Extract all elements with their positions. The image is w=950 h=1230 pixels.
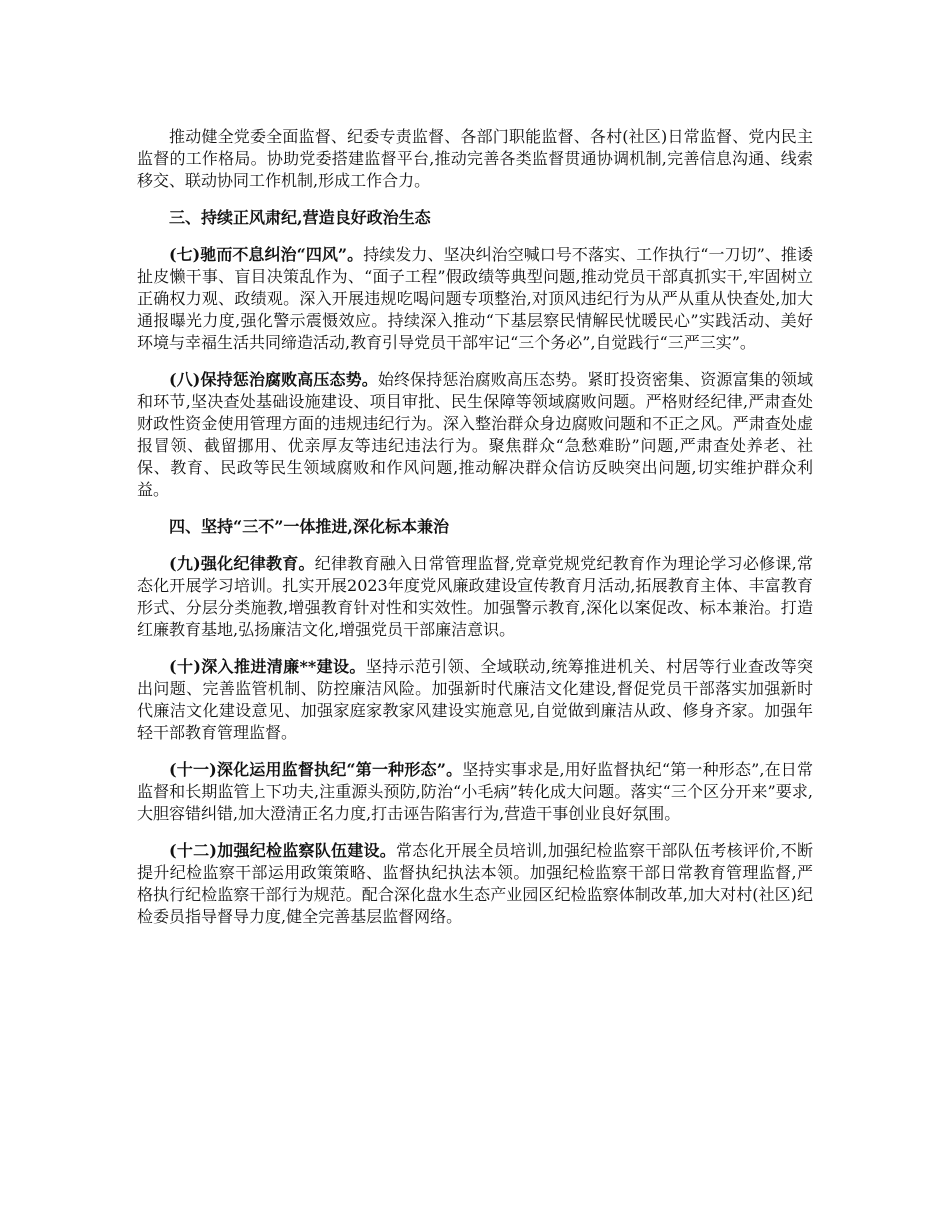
paragraph-11-title: (十一)深化运用监督执纪“第一种形态”。 <box>169 760 463 779</box>
paragraph-12 <box>137 840 813 928</box>
paragraph-7 <box>137 244 813 354</box>
paragraph-8 <box>137 369 813 501</box>
paragraph-12-body: 常态化开展全员培训,加强纪检监察干部队伍考核评价,不断提升纪检监察干部运用政策策略、监督执纪执法本领。加强纪检监察干部日常教育管理监督,严格执行纪检监察干部行为规范。配合深化盘水生态产业园区纪检监察体制改革,加大对村(社区)纪检委员指导督导力度,健全完善基层监督网络。 <box>137 841 813 926</box>
paragraph-8-title: (八)保持惩治腐败高压态势。 <box>169 370 378 389</box>
paragraph-11-body: 坚持实事求是,用好监督执纪“第一种形态”,在日常监督和长期监管上下功夫,注重源头预防,防治“小毛病”转化成大问题。落实“三个区分开来”要求,大胆容错纠错,加大澄清正名力度,打击诬告陷害行为,营造干事创业良好氛围。 <box>137 760 813 823</box>
paragraph-8-body: 始终保持惩治腐败高压态势。紧盯投资密集、资源富集的领域和环节,坚决查处基础设施建设、项目审批、民生保障等领域腐败问题。严格财经纪律,严肃查处财政性资金使用管理方面的违规违纪行为。深入整治群众身边腐败问题和不正之风。严肃查处虚报冒领、截留挪用、优亲厚友等违纪违法行为。聚焦群众“急愁难盼”问题,严肃查处养老、社保、教育、民政等民生领域腐败和作风问题,推动解决群众信访反映突出问题,切实维护群众利益。 <box>137 370 813 499</box>
paragraph-10-title: (十)深入推进清廉**建设。 <box>169 657 366 676</box>
paragraph-9-title: (九)强化纪律教育。 <box>169 554 315 573</box>
paragraph-supervision-structure: 推动健全党委全面监督、纪委专责监督、各部门职能监督、各村(社区)日常监督、党内民主监督的工作格局。协助党委搭建监督平台,推动完善各类监督贯通协调机制,完善信息沟通、线索移交、联动协同工作机制,形成工作合力。 <box>137 127 813 190</box>
paragraph-9 <box>137 553 813 641</box>
paragraph-9-body: 纪律教育融入日常管理监督,党章党规党纪教育作为理论学习必修课,常态化开展学习培训。扎实开展2023年度党风廉政建设宣传教育月活动,拓展教育主体、丰富教育形式、分层分类施教,增强教育针对性和实效性。加强警示教育,深化以案促改、标本兼治。打造红廉教育基地,弘扬廉洁文化,增强党员干部廉洁意识。 <box>137 554 813 639</box>
paragraph-7-title: (七)驰而不息纠治“四风”。 <box>169 245 364 264</box>
paragraph-10 <box>137 656 813 744</box>
paragraph-10-body: 坚持示范引领、全域联动,统筹推进机关、村居等行业查改等突出问题、完善监管机制、防控廉洁风险。加强新时代廉洁文化建设,督促党员干部落实加强新时代廉洁文化建设意见、加强家庭家教家风建设实施意见,自觉做到廉洁从政、修身齐家。加强年轻干部教育管理监督。 <box>137 657 813 742</box>
paragraph-7-body: 持续发力、坚决纠治空喊口号不落实、工作执行“一刀切”、推诿扯皮懒干事、盲目决策乱作为、“面子工程”假政绩等典型问题,推动党员干部真抓实干,牢固树立正确权力观、政绩观。深入开展违规吃喝问题专项整治,对顶风违纪行为从严从重从快查处,加大通报曝光力度,强化警示震慑效应。持续深入推动“下基层察民情解民忧暖民心”实践活动、美好环境与幸福生活共同缔造活动,教育引导党员干部牢记“三个务必”,自觉践行“三严三实”。 <box>137 245 813 352</box>
paragraph-12-title: (十二)加强纪检监察队伍建设。 <box>169 841 397 860</box>
section-heading-3: 三、持续正风肃纪,营造良好政治生态 <box>169 208 431 227</box>
section-heading-4: 四、坚持“三不”一体推进,深化标本兼治 <box>169 517 449 536</box>
paragraph-11 <box>137 759 813 825</box>
document-page <box>137 126 813 943</box>
